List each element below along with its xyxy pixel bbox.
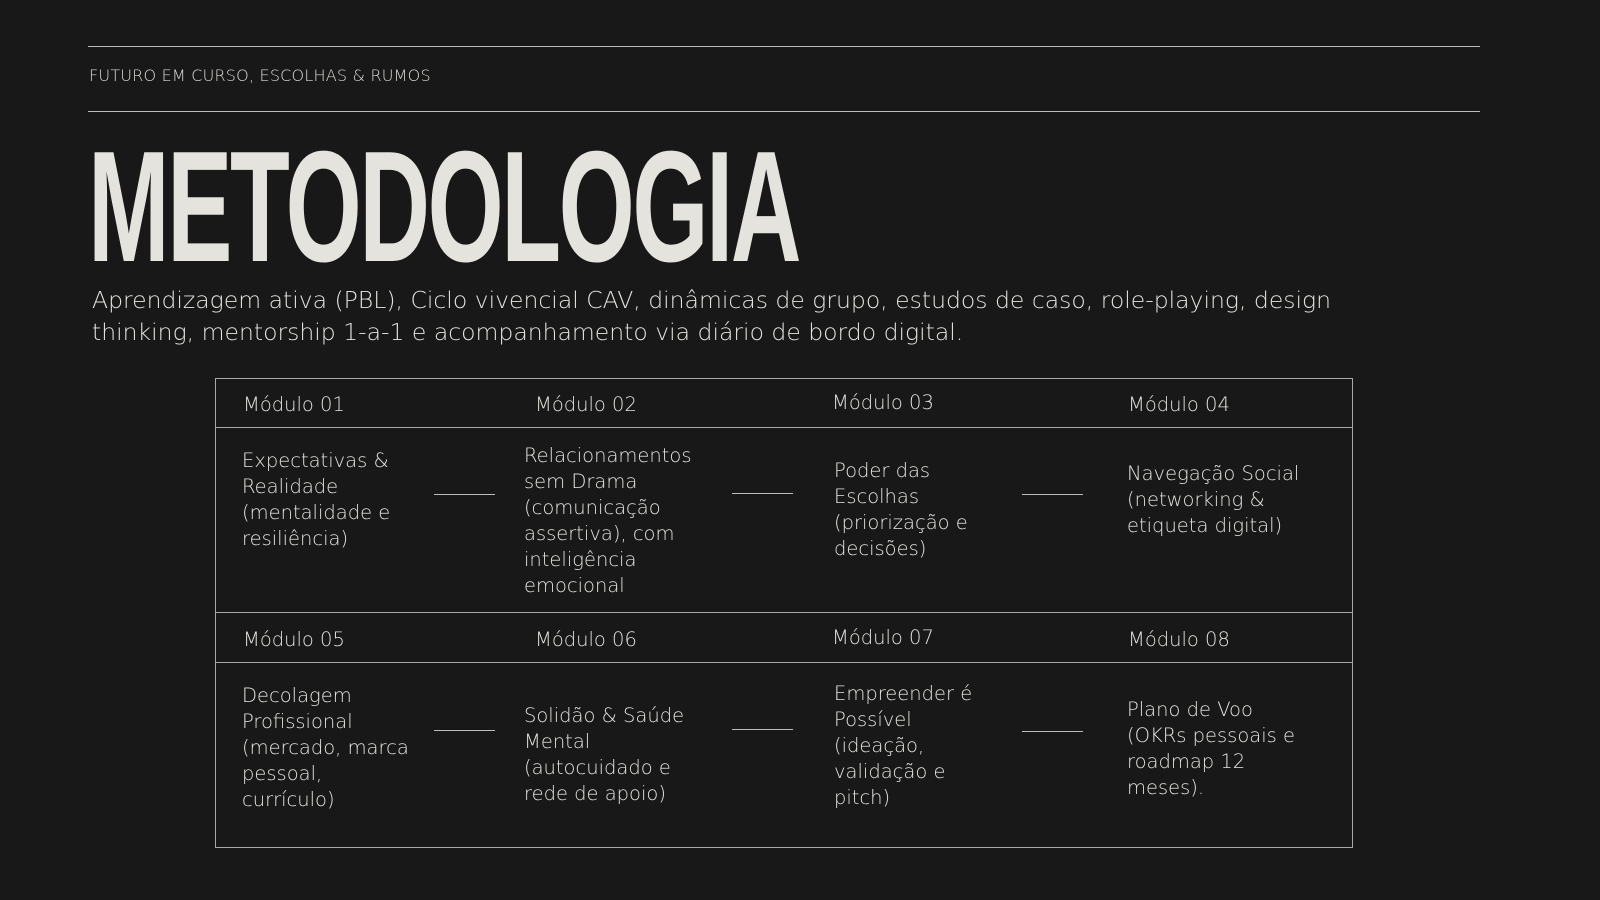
modules-table bbox=[215, 378, 1353, 848]
module-description: Expectativas & Realidade (mentalidade e resiliência) bbox=[242, 449, 391, 550]
page-subtitle: Aprendizagem ativa (PBL), Ciclo vivencial CAV, dinâmicas de grupo, estudos de caso, role-playing, design thinking, mentorship 1-a-1 e acompanhamento via diário de bordo digital. bbox=[92, 286, 1332, 346]
connector-line bbox=[732, 729, 793, 730]
module-description: Decolagem Profissional (mercado, marca pessoal, currículo) bbox=[242, 684, 409, 811]
module-label: Módulo 04 bbox=[1128, 393, 1230, 416]
module-description: Relacionamentos sem Drama (comunicação assertiva), com inteligência emocional bbox=[524, 444, 692, 597]
row-divider bbox=[216, 427, 1352, 428]
top-divider bbox=[88, 46, 1480, 47]
connector-line bbox=[434, 494, 495, 495]
connector-line bbox=[434, 730, 495, 731]
module-label: Módulo 05 bbox=[243, 628, 345, 651]
eyebrow-heading: FUTURO EM CURSO, ESCOLHAS & RUMOS bbox=[89, 66, 431, 85]
connector-line bbox=[732, 493, 793, 494]
row-divider bbox=[216, 612, 1352, 613]
module-label: Módulo 06 bbox=[535, 628, 637, 651]
module-label: Módulo 01 bbox=[243, 393, 345, 416]
header-divider bbox=[88, 111, 1480, 112]
connector-line bbox=[1022, 731, 1083, 732]
connector-line bbox=[1022, 494, 1083, 495]
module-description: Plano de Voo (OKRs pessoais e roadmap 12 meses). bbox=[1127, 698, 1295, 799]
page-title: METODOLOGIA bbox=[88, 119, 800, 295]
module-description: Empreender é Possível (ideação, validação e pitch) bbox=[834, 682, 973, 809]
module-label: Módulo 07 bbox=[832, 626, 934, 649]
module-description: Solidão & Saúde Mental (autocuidado e rede de apoio) bbox=[524, 704, 685, 805]
module-label: Módulo 03 bbox=[832, 391, 934, 414]
module-description: Poder das Escolhas (priorização e decisões) bbox=[834, 459, 968, 560]
module-label: Módulo 08 bbox=[1128, 628, 1230, 651]
module-label: Módulo 02 bbox=[535, 393, 637, 416]
row-divider bbox=[216, 662, 1352, 663]
module-description: Navegação Social (networking & etiqueta digital) bbox=[1127, 462, 1300, 537]
